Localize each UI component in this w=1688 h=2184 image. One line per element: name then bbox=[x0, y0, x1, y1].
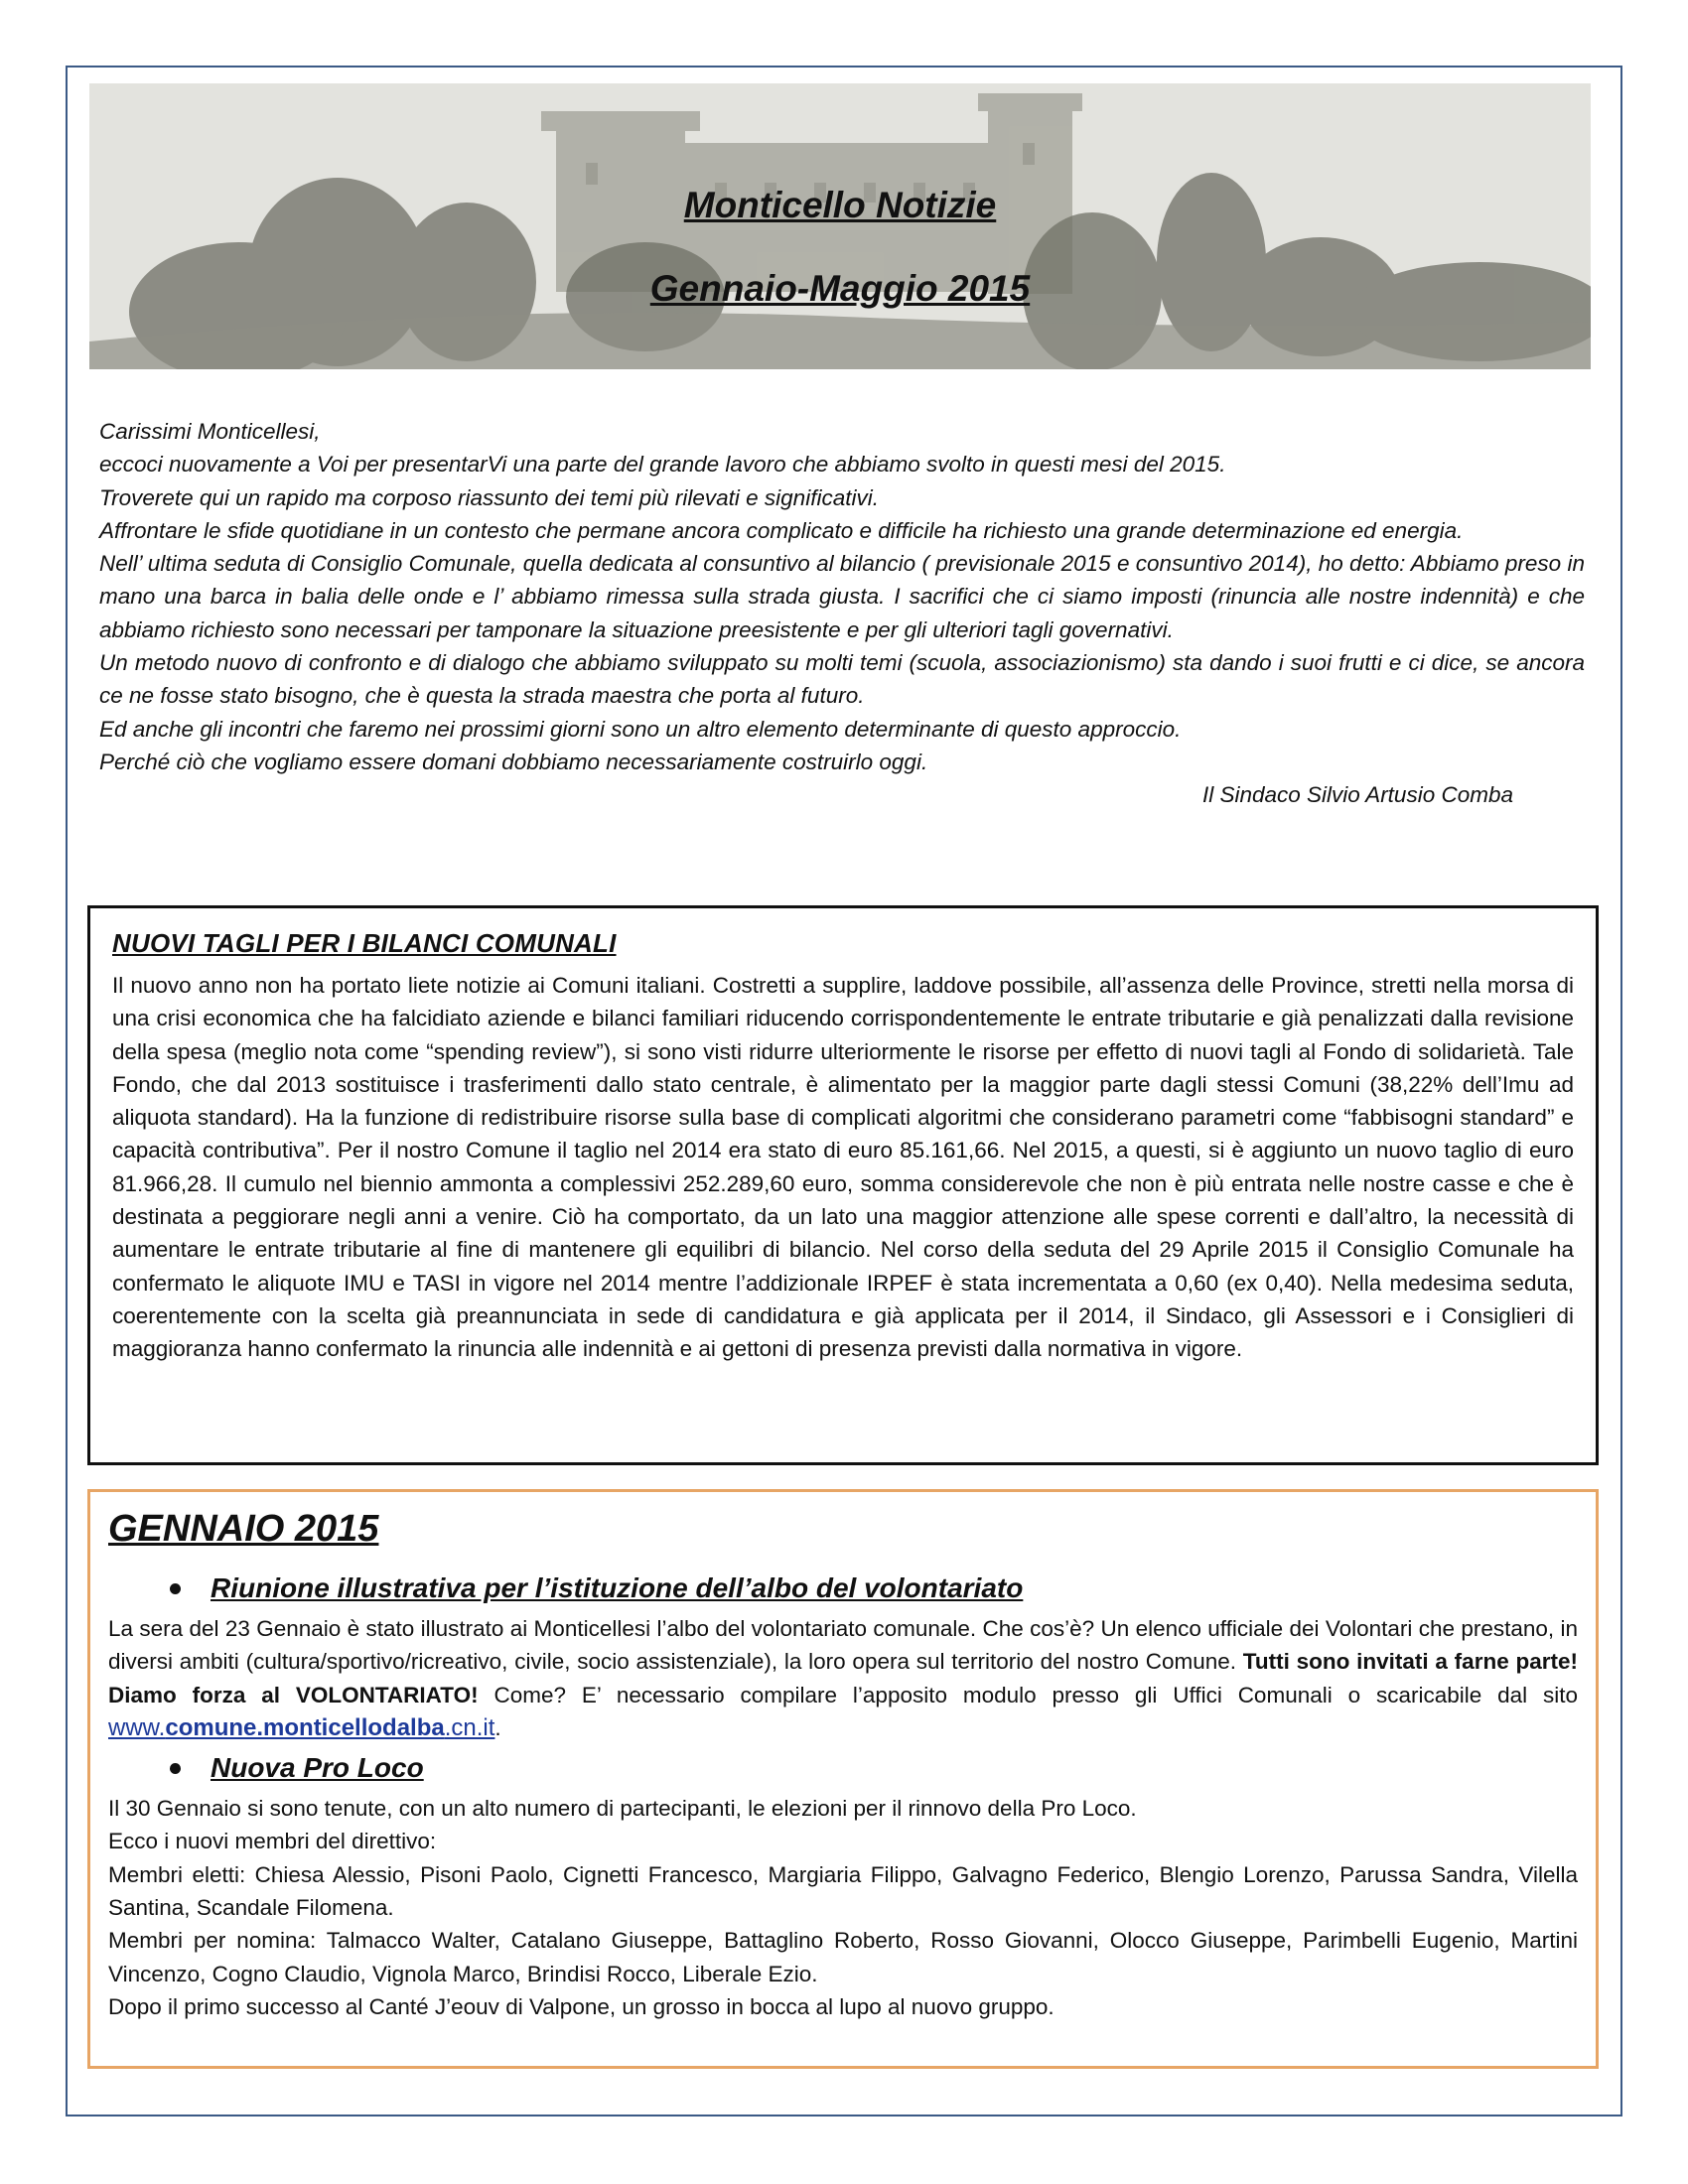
tagli-heading: NUOVI TAGLI PER I BILANCI COMUNALI bbox=[112, 928, 617, 958]
proloco-line: Il 30 Gennaio si sono tenute, con un alto numero di partecipanti, le elezioni per il rinnovo della Pro Loco. bbox=[108, 1796, 1137, 1822]
volontariato-text-end: . bbox=[494, 1714, 501, 1740]
letter-line: Nell’ ultima seduta di Consiglio Comunale, quella dedicata al consuntivo al bilancio ( previsionale 2015 e consuntivo 2014), ho detto: Abbiamo preso in mano una barca in balia delle onde e l’ abbiamo rimessa sulla strada giusta. I sacrifici che ci siamo imposti (rinuncia alle nostre indennità) e che abbiamo richiesto sono necessari per tamponare la situazione preesistente e per gli ulteriori tagli governativi. bbox=[99, 551, 1585, 642]
volontariato-text-b: Come? E’ necessario compilare l’apposito modulo presso gli Uffici Comunali o scaricabile dal sito bbox=[478, 1682, 1578, 1707]
letter-line: Perché ciò che vogliamo essere domani dobbiamo necessariamente costruirlo oggi. bbox=[99, 749, 928, 774]
link-suffix: .cn.it bbox=[444, 1713, 495, 1741]
bullet-item-volontariato bbox=[170, 1569, 1578, 1608]
volontariato-text bbox=[108, 1612, 1578, 1744]
gennaio-section bbox=[87, 1489, 1599, 2069]
bullet-icon bbox=[170, 1763, 181, 1774]
tagli-body: Il nuovo anno non ha portato liete notizie ai Comuni italiani. Costretti a supplire, laddove possibile, all’assenza delle Province, stretti nella morsa di una crisi economica che ha falcidiato aziende e bilanci familiari riducendo corrispondentemente le entrate tributarie e già penalizzati dalla revisione della spesa (meglio nota come “spending review”), si sono visti ridurre ulteriormente le risorse per effetto di nuovi tagli al Fondo di solidarietà. Tale Fondo, che dal 2013 sostituisce i trasferimenti dallo stato centrale, è alimentato per la maggior parte dagli stessi Comuni (38,22% dell’Imu ad aliquota standard). Ha la funzione di redistribuire risorse sulla base di complicati algoritmi che considerano parametri come “fabbisogni standard” e capacità contributiva”. Per il nostro Comune il taglio nel 2014 era stato di euro 85.161,66. Nel 2015, a questi, si è aggiunto un nuovo taglio di euro 81.966,28. Il cumulo nel biennio ammonta a complessivi 252.289,60 euro, somma considerevole che non è più entrata nelle nostre casse e che è destinata a peggiorare negli anni a venire. Ciò ha comportato, da un lato una maggior attenzione alle spese correnti e dall’altro, la necessità di aumentare le entrate tributarie al fine di mantenere gli equilibri di bilancio. Nel corso della seduta del 29 Aprile 2015 il Consiglio Comunale ha confermato le aliquote IMU e TASI in vigore nel 2014 mentre l’addizionale IRPEF è stata incrementata a 0,60 (ex 0,40). Nella medesima seduta, coerentemente con la scelta già preannunciata in sede di candidatura e già applicata per il 2014, il Sindaco, gli Assessori e i Consiglieri di maggioranza hanno confermato la rinuncia alle indennità e ai gettoni di presenza previsti dalla normativa in vigore. bbox=[112, 973, 1574, 1362]
castle-illustration bbox=[89, 83, 1591, 369]
proloco-line: Membri eletti: Chiesa Alessio, Pisoni Paolo, Cignetti Francesco, Margiaria Filippo, Galvagno Federico, Blengio Lorenzo, Parussa Sandra, Vilella Santina, Scandale Filomena. bbox=[108, 1861, 1578, 1921]
letter-line: eccoci nuovamente a Voi per presentarVi una parte del grande lavoro che abbiamo svolto in questi mesi del 2015. bbox=[99, 452, 1226, 478]
letter-line: Troverete qui un rapido ma corposo riassunto dei temi più rilevati e significativi. bbox=[99, 484, 879, 510]
letter-greeting: Carissimi Monticellesi, bbox=[99, 419, 321, 444]
proloco-text bbox=[108, 1792, 1578, 2023]
letter-line: Affrontare le sfide quotidiane in un contesto che permane ancora complicato e difficile ha richiesto una grande determinazione ed energia. bbox=[99, 517, 1464, 543]
gennaio-heading: GENNAIO 2015 bbox=[108, 1508, 379, 1550]
link-domain: comune.monticellodalba bbox=[165, 1713, 445, 1741]
newsletter-period: Gennaio-Maggio 2015 bbox=[649, 268, 1031, 309]
letter-line: Ed anche gli incontri che faremo nei prossimi giorni sono un altro elemento determinante di questo approccio. bbox=[99, 716, 1182, 742]
bullet-item-proloco bbox=[170, 1748, 1578, 1788]
letter-signature: Il Sindaco Silvio Artusio Comba bbox=[1201, 782, 1513, 808]
proloco-line: Membri per nomina: Talmacco Walter, Catalano Giuseppe, Battaglino Roberto, Rosso Giovanni, Olocco Giuseppe, Parimbelli Eugenio, Martini Vincenzo, Cogno Claudio, Vignola Marco, Brindisi Rocco, Liberale Ezio. bbox=[108, 1928, 1578, 1986]
proloco-line: Ecco i nuovi membri del direttivo: bbox=[108, 1829, 437, 1854]
mayor-letter bbox=[99, 415, 1585, 812]
volontariato-callout: Tutti sono invitati a farne parte! Diamo forza al VOLONTARIATO! bbox=[108, 1649, 1578, 1707]
letter-line: Un metodo nuovo di confronto e di dialogo che abbiamo sviluppato su molti temi (scuola, associazionismo) sta dando i suoi frutti e ci dice, se ancora ce ne fosse stato bisogno, che è questa la strada maestra che porta al futuro. bbox=[99, 650, 1585, 709]
newsletter-title: Monticello Notizie bbox=[683, 185, 997, 225]
proloco-line: Dopo il primo successo al Canté J’eouv di Valpone, un grosso in bocca al lupo al nuovo gruppo. bbox=[108, 1993, 1055, 2019]
comune-website-link[interactable] bbox=[108, 1714, 494, 1741]
bullet-title-volontariato: Riunione illustrativa per l’istituzione dell’albo del volontariato bbox=[211, 1572, 1024, 1603]
tagli-section bbox=[87, 905, 1599, 1465]
volontariato-text-a: La sera del 23 Gennaio è stato illustrato ai Monticellesi l’albo del volontariato comunale. Che cos’è? Un elenco ufficiale dei Volontari che prestano, in diversi ambiti (cultura/sportivo/ricreativo, civile, socio assistenziale), la loro opera sul territorio del nostro Comune. bbox=[108, 1616, 1578, 1675]
header-banner bbox=[89, 83, 1591, 369]
bullet-icon bbox=[170, 1583, 181, 1594]
link-prefix: www. bbox=[108, 1713, 166, 1741]
bullet-title-proloco: Nuova Pro Loco bbox=[211, 1752, 424, 1784]
